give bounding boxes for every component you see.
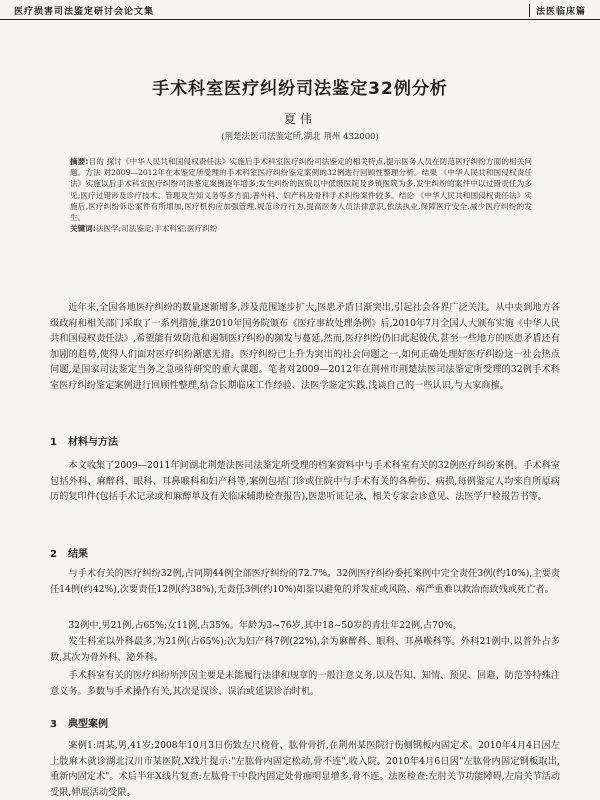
abstract-label: 摘要: bbox=[70, 157, 89, 166]
section-heading-methods bbox=[50, 433, 560, 448]
results-paragraph-1: 与手术有关的医疗纠纷32例,占同期44例全部医疗纠纷的72.7%。32例医疗纠纷委托案例中完全责任3例(约10%),主要责任14例(约42%),次要责任12例(约38%),无责任3例(约10%)如鉴以避免的并发症或风险、病严重难以救治而致残或死亡者。 bbox=[50, 568, 560, 595]
article-affiliation: (荆楚法医司法鉴定所,湖北 荆州 432000) bbox=[221, 132, 379, 142]
section-title: 结果 bbox=[68, 549, 88, 560]
running-header-left: 医疗损害司法鉴定研讨会论文集 bbox=[14, 7, 155, 17]
section-number: 3 bbox=[50, 719, 57, 730]
keywords-text: 法医学;司法鉴定;手术科室;医疗纠纷 bbox=[95, 224, 218, 234]
running-header-right: 法医临床篇 bbox=[529, 4, 586, 17]
case-paragraph-1: 案例1:周某,男,41岁;2008年10月3日伤致左尺桡骨、肱骨骨折,在荆州某医院行伤侧钢板内固定术。2010年4月4日因左上肢麻木就诊湖北汉川市某医院,X线片提示:"左肱骨内固定松动,骨不连",收入院。2010年4月6日因"左肱骨内固定钢板取出,重新内固定术"。术后半年X线片复查:左肱骨干中段内固定处骨痂明显增多,骨不连。法医检查:左肘关节功能障碍,左肩关节活动受限,伸展活动受限。 bbox=[50, 740, 560, 798]
abstract-text: 目的 探讨《中华人民共和国侵权责任法》实施后手术科室医疗纠纷司法鉴定的相关特点,提示医务人员在防范医疗纠纷方面的相关问题。方法 对2009—2012年在本鉴定所受理的手术科室医疗纠纷鉴定案例的32例进行回顾性整理分析。结果 《中华人民共和国侵权责任法》实施以后手术科室医疗纠纷司法鉴定案例逐年增多;发生纠纷的医院以中低级医院及乡镇医院为多,发生纠纷的案件中以过错责任为多见;医疗过错涉及诊疗技术、管理及告知义务等多方面;普外科、妇产科及骨科手术纠纷案件较多。结论 《中华人民共和国侵权责任法》实施后,医疗纠纷诉讼案件有所增加,医疗机构应加强管理,规范诊疗行为,提高医务人员法律意识,依法执业,保障医疗安全,减少医疗纠纷的发生。 bbox=[70, 157, 532, 223]
keywords-label: 关键词: bbox=[70, 224, 96, 234]
results-paragraph-4: 手术科室有关的医疗纠纷所涉因主要是未能履行法律和规章的一般注意义务,以及告知、知情、预见、回避、防范等特殊注意义务。多数与手术操作有关,其次是误诊、误治或延误诊治时机。 bbox=[50, 670, 560, 697]
article-title: 手术科室医疗纠纷司法鉴定32例分析 bbox=[152, 79, 448, 99]
section-number: 1 bbox=[50, 437, 57, 448]
abstract-block bbox=[70, 156, 532, 234]
results-paragraph-3: 发生科室以外科最多,为21例(占65%);次为妇产科7例(22%),余为麻醉科、眼科、耳鼻喉科等。外科21例中,以普外占多数,其次为骨外科、泌外科。 bbox=[50, 636, 560, 663]
section-title: 典型案例 bbox=[68, 719, 108, 730]
intro-paragraph: 近年来,全国各地医疗纠纷的数量逐渐增多,涉及范围逐步扩大,医患矛盾日渐突出,引起社会各界广泛关注。从中央到地方各级政府和相关部门采取了一系列措施,继2010年国务院颁布《医疗事故处理条例》后,2010年7月全国人大颁布实施《中华人民共和国侵权责任法》,希望能有效防范和遏制医疗纠纷的频发与蔓延,然而,医疗纠纷仍旧此起彼伏,甚至一些地方的医患矛盾还有加剧的趋势,使得人们面对医疗纠纷渐感无措。医疗纠纷已上升为突出的社会问题之一,如何正确处理好医疗纠纷这一社会热点问题,是国家司法鉴定当务之急亟待研究的重大课题。笔者对2009—2012年在荆州市荆楚法医司法鉴定所受理的32例手术科室医疗纠纷鉴定案例进行回顾性整理,结合长期临床工作经验、法医学鉴定实践,浅谈自己的一些认识,与大家商榷。 bbox=[50, 302, 560, 391]
section-heading-results bbox=[50, 545, 560, 560]
section-heading-cases bbox=[50, 715, 560, 730]
article-author: 夏伟 bbox=[283, 112, 316, 126]
section-title: 材料与方法 bbox=[68, 437, 118, 448]
results-paragraph-2: 32例中,男21例,占65%;女11例,占35%。年龄为3~76岁,其中18~50岁的青壮年22例,占70%。 bbox=[68, 620, 462, 631]
section-number: 2 bbox=[50, 549, 57, 560]
running-header bbox=[0, 0, 600, 20]
methods-paragraph: 本文收集了2009—2011年间湖北荆楚法医司法鉴定所受理的档案资料中与手术科室有关的32例医疗纠纷案例。手术科室包括外科、麻醉科、眼科、耳鼻喉科和妇产科等,案例包括门诊或住院中与手术有关的各种伤、病损,每例鉴定人均来自所原病历的复印件(包括手术记录或和麻醉单及有关临床辅助检查报告),医患听证记录、相关专家会诊意见、法医学尸检报告书等。 bbox=[50, 460, 560, 503]
